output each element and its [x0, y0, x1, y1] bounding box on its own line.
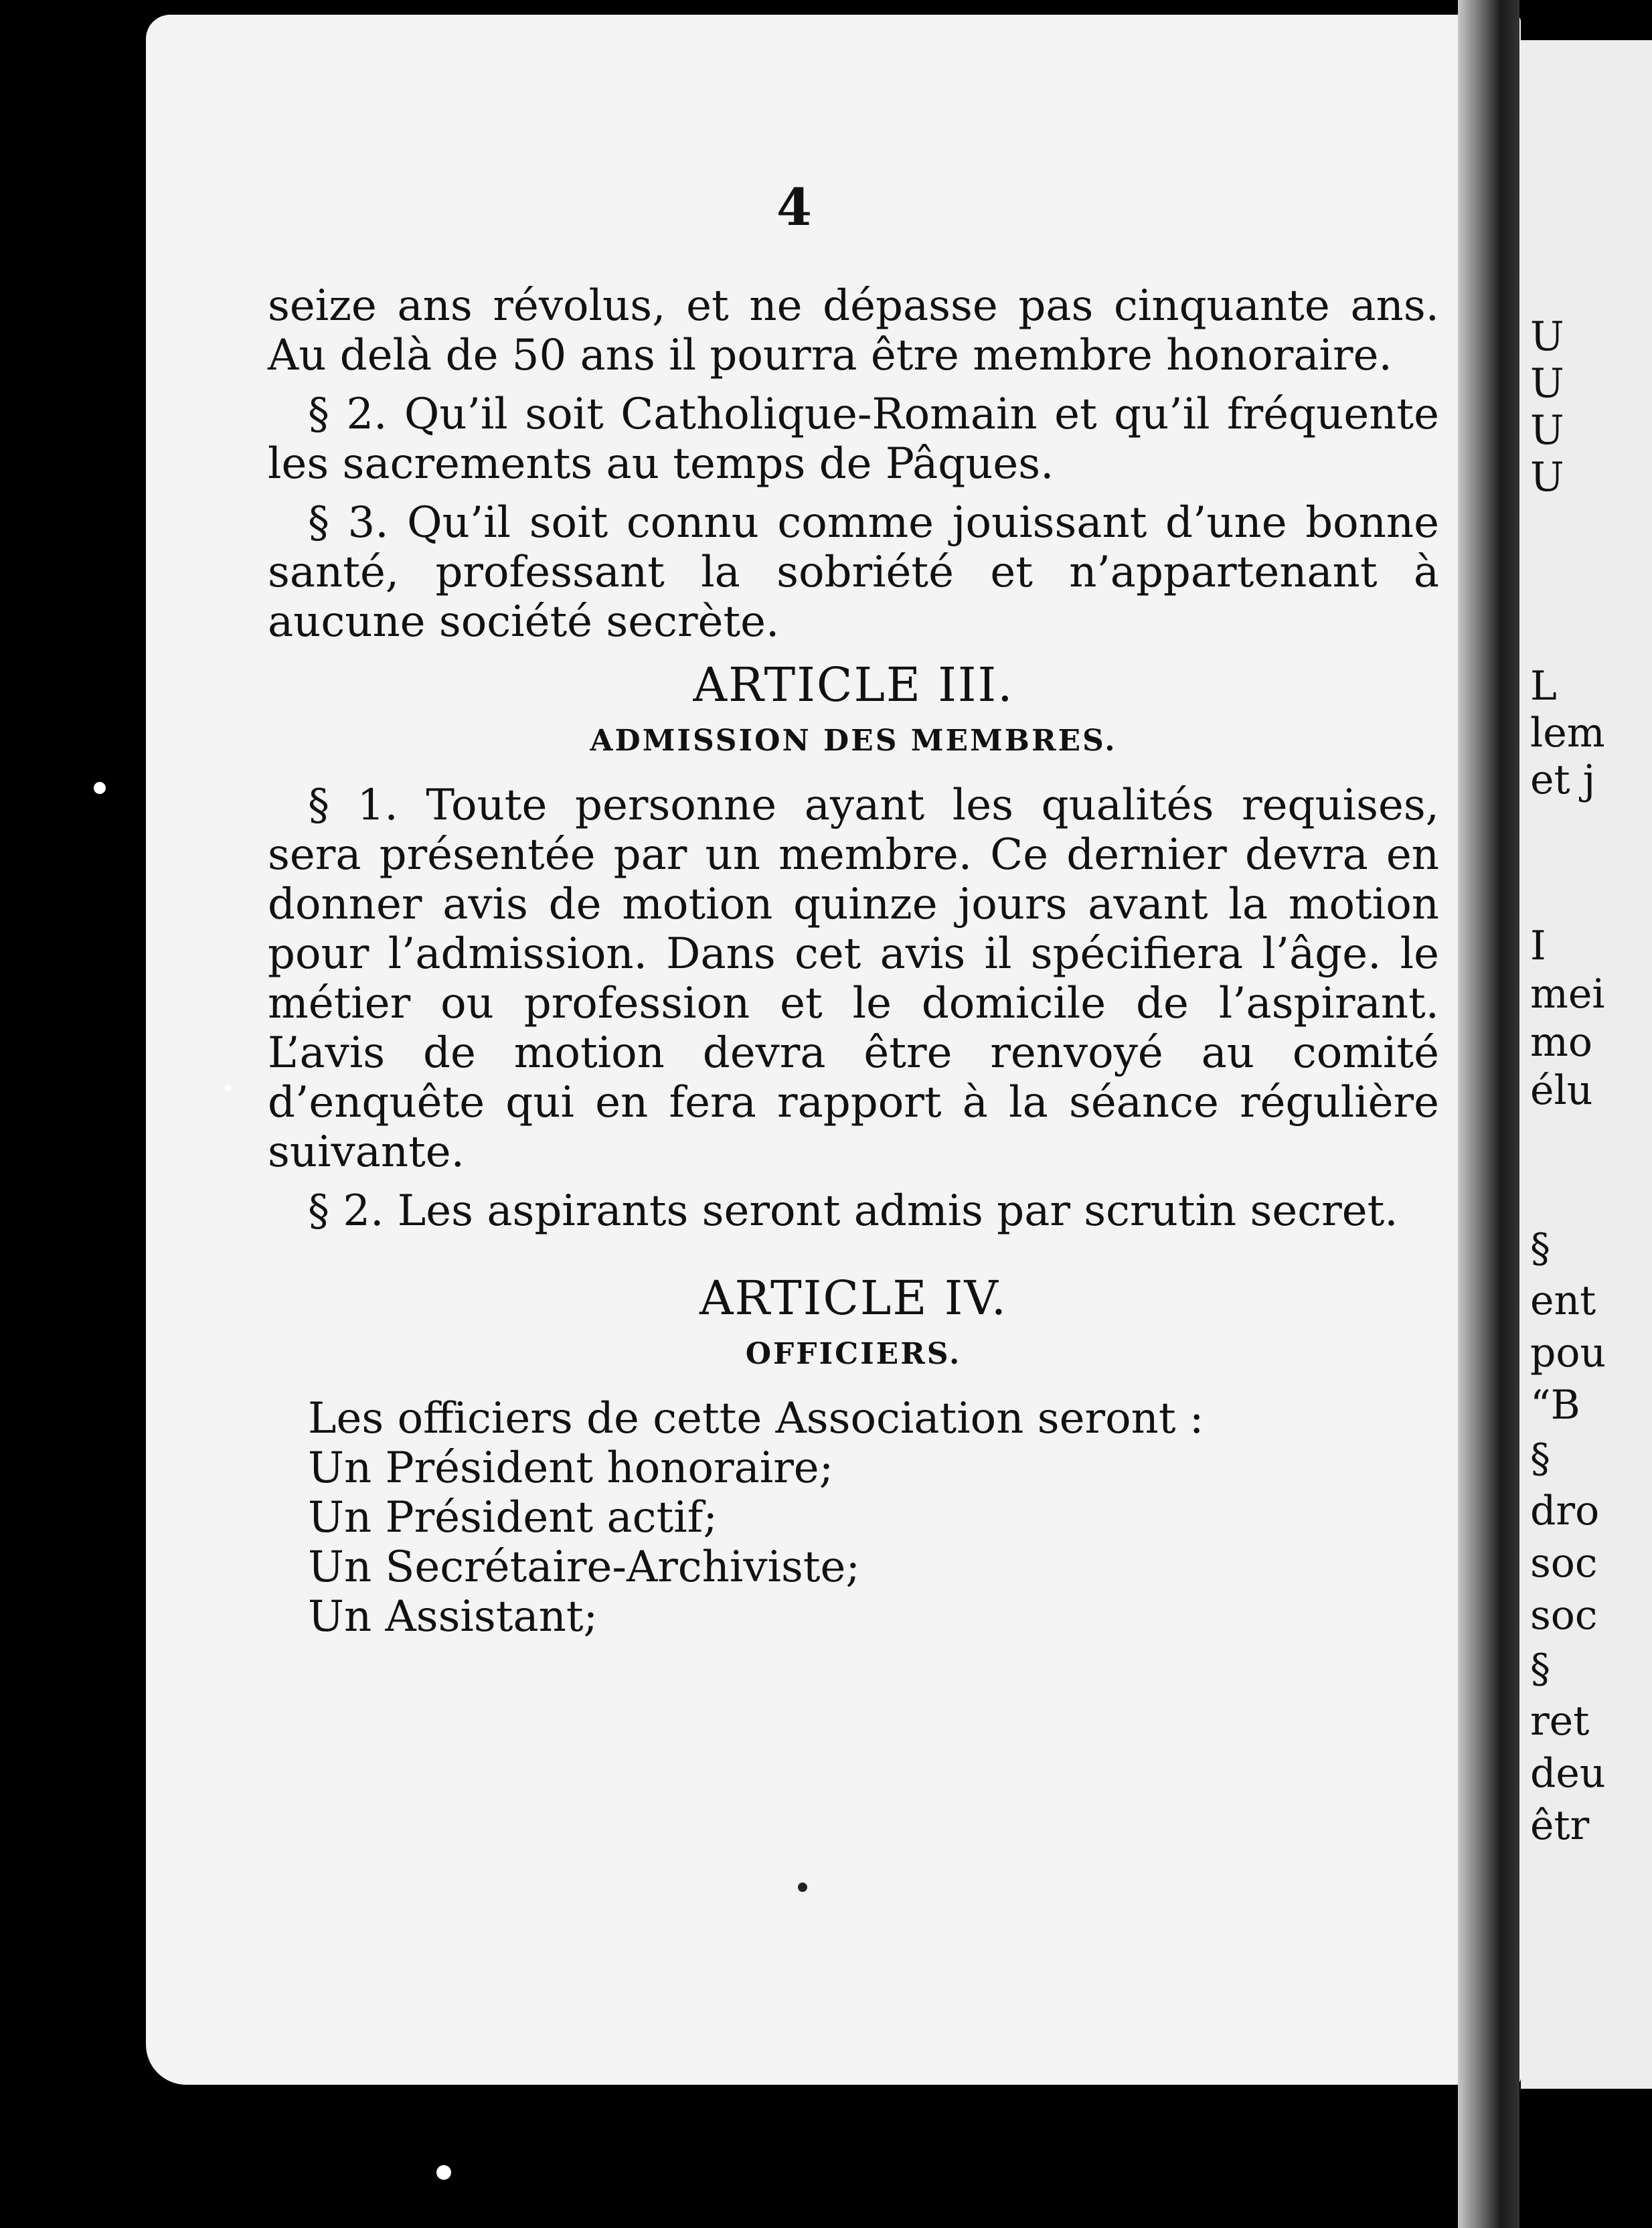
- facing-fragment: U: [1530, 313, 1564, 360]
- facing-fragment: §: [1530, 1225, 1550, 1272]
- facing-fragment: U: [1530, 407, 1564, 454]
- facing-fragment: et j: [1530, 757, 1596, 803]
- facing-fragment: élu: [1530, 1067, 1593, 1114]
- article-subheading: OFFICIERS.: [745, 1337, 962, 1371]
- page-body: [268, 281, 1439, 1642]
- facing-fragment: deu: [1530, 1750, 1606, 1797]
- facing-fragment: lem: [1530, 710, 1605, 757]
- facing-fragment: soc: [1530, 1592, 1598, 1639]
- ink-speck: [798, 1883, 807, 1892]
- paragraph: § 2. Qu’il soit Catholique-Romain et qu’il fréquente les sacrements au temps de Pâques.: [268, 390, 1439, 489]
- facing-fragment: U: [1530, 360, 1564, 407]
- facing-fragment: mei: [1530, 971, 1605, 1018]
- paragraph: § 2. Les aspirants seront admis par scrutin secret.: [308, 1186, 1398, 1236]
- dust-speck: [94, 782, 106, 794]
- list-item: Un Président actif;: [308, 1493, 718, 1542]
- facing-fragment: mo: [1530, 1019, 1593, 1066]
- facing-fragment: U: [1530, 454, 1564, 501]
- facing-fragment: soc: [1530, 1540, 1598, 1587]
- facing-fragment: ret: [1530, 1698, 1590, 1745]
- facing-fragment: L: [1530, 663, 1557, 710]
- facing-fragment: §: [1530, 1435, 1550, 1482]
- paragraph: seize ans révolus, et ne dépasse pas cinquante ans. Au delà de 50 ans il pourra être membre honoraire.: [268, 281, 1439, 380]
- facing-fragment: §: [1530, 1646, 1550, 1692]
- list-item: Un Président honoraire;: [308, 1443, 834, 1493]
- facing-page: [1521, 40, 1652, 2089]
- page-number: 4: [776, 177, 812, 237]
- facing-fragment: “B: [1530, 1382, 1580, 1429]
- officers-list: [268, 1394, 1439, 1642]
- paragraph: § 3. Qu’il soit connu comme jouissant d’une bonne santé, professant la sobriété et n’appartenant à aucune société secrète.: [268, 498, 1439, 647]
- dust-speck: [225, 1085, 232, 1091]
- facing-fragment: I: [1530, 923, 1546, 969]
- article-heading: ARTICLE IV.: [699, 1271, 1007, 1326]
- list-item: Un Secrétaire-Archiviste;: [308, 1542, 860, 1592]
- facing-fragment: pou: [1530, 1330, 1606, 1376]
- facing-fragment: dro: [1530, 1488, 1600, 1534]
- officers-intro: Les officiers de cette Association seront :: [308, 1394, 1204, 1443]
- facing-fragment: êtr: [1530, 1802, 1590, 1849]
- book-gutter: [1458, 0, 1519, 2228]
- dust-speck: [436, 2165, 451, 2180]
- article-subheading: ADMISSION DES MEMBRES.: [590, 724, 1117, 758]
- paragraph: § 1. Toute personne ayant les qualités requises, sera présentée par un membre. Ce dernier devra en donner avis de motion quinze jours avant la motion pour l’admission. Dans cet avis il spécifiera l’âge. le métier ou profession et le domicile de l’aspirant. L’avis de motion devra être renvoyé au comité d’enquête qui en fera rapport à la séance régulière suivante.: [268, 781, 1439, 1177]
- facing-fragment: ent: [1530, 1277, 1596, 1324]
- article-heading: ARTICLE III.: [693, 657, 1014, 712]
- list-item: Un Assistant;: [308, 1592, 598, 1642]
